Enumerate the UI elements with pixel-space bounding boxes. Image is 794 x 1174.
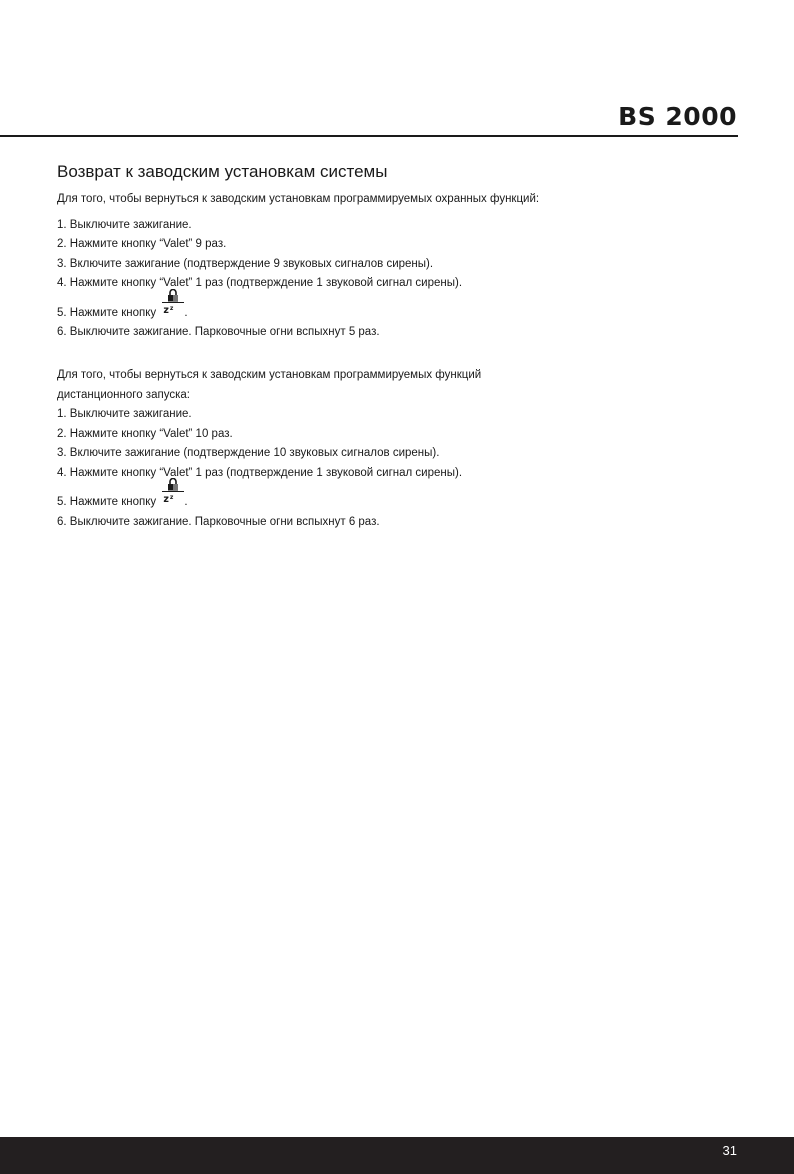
step-item <box>57 483 737 513</box>
step-item <box>57 294 737 324</box>
section2-intro-line1: Для того, чтобы вернуться к заводским установкам программируемых функций <box>57 369 482 381</box>
section-security-reset <box>57 190 737 343</box>
step-item: 2. Нажмите кнопку “Valet” 9 раз. <box>57 238 227 250</box>
step-item: 2. Нажмите кнопку “Valet” 10 раз. <box>57 427 233 440</box>
page-title: Возврат к заводским установкам системы <box>57 162 388 181</box>
section-remote-start-reset <box>57 366 737 532</box>
step-punct: . <box>184 306 188 319</box>
lock-icon <box>167 478 179 491</box>
step-punct: . <box>184 496 188 508</box>
section2-steps <box>57 405 737 532</box>
step-item: 3. Включите зажигание (подтверждение 10 звуковых сигналов сирены). <box>57 447 440 459</box>
section1-steps <box>57 216 737 343</box>
step-item: 3. Включите зажигание (подтверждение 9 звуковых сигналов сирены). <box>57 257 434 270</box>
header-rule <box>0 135 738 137</box>
step-text: 5. Нажмите кнопку <box>57 496 157 508</box>
brand-title: BS 2000 <box>618 102 737 131</box>
zz-label: $z^z$ <box>163 304 174 316</box>
step-item: 1. Выключите зажигание. <box>57 218 192 231</box>
section2-intro-line2: дистанционного запуска: <box>57 388 190 401</box>
zz-label: $z^z$ <box>163 494 174 505</box>
lock-zz-button-icon <box>162 304 184 316</box>
section1-intro: Для того, чтобы вернуться к заводским установкам программируемых охранных функций: <box>57 193 540 205</box>
step-text: 5. Нажмите кнопку <box>57 306 157 319</box>
lock-zz-button-icon <box>162 493 184 505</box>
lock-icon <box>167 289 179 302</box>
step-item: 4. Нажмите кнопку “Valet” 1 раз (подтверждение 1 звуковой сигнал сирены). <box>57 277 463 289</box>
footer-bar <box>0 1137 794 1174</box>
step-item: 4. Нажмите кнопку “Valet” 1 раз (подтверждение 1 звуковой сигнал сирены). <box>57 466 463 479</box>
step-item: 6. Выключите зажигание. Парковочные огни вспыхнут 6 раз. <box>57 515 380 528</box>
step-item: 1. Выключите зажигание. <box>57 408 192 420</box>
page-number: 31 <box>722 1143 737 1158</box>
step-item: 6. Выключите зажигание. Парковочные огни вспыхнут 5 раз. <box>57 326 380 338</box>
